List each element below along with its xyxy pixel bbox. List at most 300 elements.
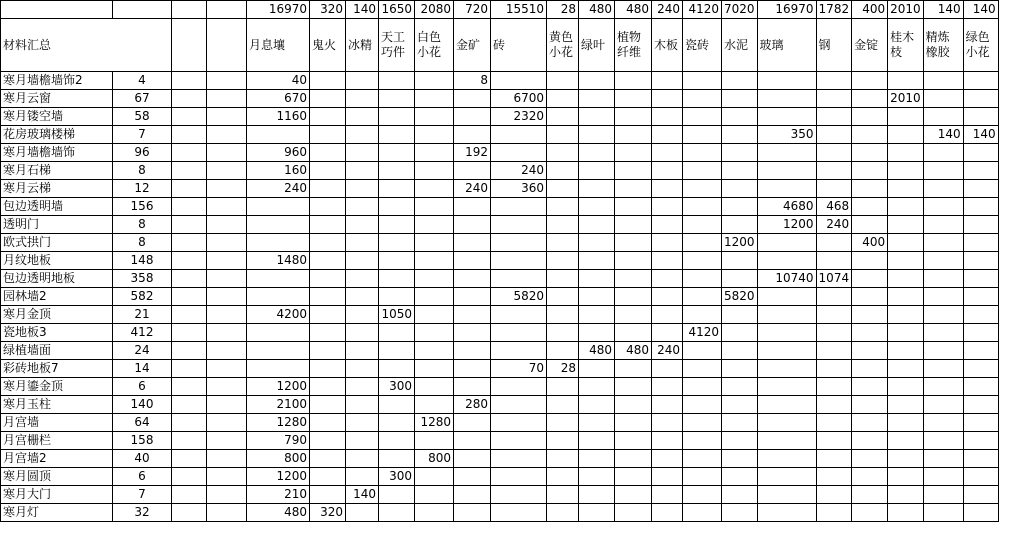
material-value-cell[interactable] xyxy=(923,468,963,486)
item-name-cell[interactable]: 园林墙2 xyxy=(1,288,113,306)
material-value-cell[interactable] xyxy=(852,72,888,90)
material-value-cell[interactable] xyxy=(346,360,379,378)
material-value-cell[interactable] xyxy=(923,90,963,108)
blank-cell[interactable] xyxy=(207,216,247,234)
material-value-cell[interactable] xyxy=(757,414,816,432)
item-name-cell[interactable]: 寒月金顶 xyxy=(1,306,113,324)
material-value-cell[interactable] xyxy=(491,432,547,450)
material-value-cell[interactable] xyxy=(963,108,998,126)
material-value-cell[interactable]: 5820 xyxy=(722,288,758,306)
material-value-cell[interactable] xyxy=(491,324,547,342)
material-value-cell[interactable] xyxy=(852,414,888,432)
material-value-cell[interactable] xyxy=(547,198,579,216)
material-value-cell[interactable] xyxy=(888,360,924,378)
material-value-cell[interactable] xyxy=(852,504,888,522)
material-value-cell[interactable] xyxy=(379,270,415,288)
material-value-cell[interactable] xyxy=(963,504,998,522)
material-value-cell[interactable] xyxy=(415,306,454,324)
material-value-cell[interactable] xyxy=(757,180,816,198)
material-header[interactable]: 月息壤 xyxy=(247,19,310,72)
material-value-cell[interactable]: 1200 xyxy=(757,216,816,234)
material-value-cell[interactable] xyxy=(852,144,888,162)
material-value-cell[interactable]: 1160 xyxy=(247,108,310,126)
material-value-cell[interactable] xyxy=(683,360,722,378)
material-value-cell[interactable] xyxy=(683,90,722,108)
material-value-cell[interactable] xyxy=(346,126,379,144)
material-value-cell[interactable] xyxy=(923,180,963,198)
material-value-cell[interactable] xyxy=(722,468,758,486)
material-value-cell[interactable] xyxy=(310,126,346,144)
item-count-cell[interactable]: 6 xyxy=(113,468,172,486)
material-value-cell[interactable] xyxy=(923,324,963,342)
material-value-cell[interactable] xyxy=(963,234,998,252)
material-value-cell[interactable] xyxy=(852,126,888,144)
item-count-cell[interactable]: 8 xyxy=(113,216,172,234)
material-value-cell[interactable] xyxy=(547,468,579,486)
material-value-cell[interactable] xyxy=(379,234,415,252)
material-value-cell[interactable] xyxy=(579,108,615,126)
material-value-cell[interactable] xyxy=(923,234,963,252)
material-header[interactable]: 鬼火 xyxy=(310,19,346,72)
material-value-cell[interactable] xyxy=(852,378,888,396)
material-value-cell[interactable] xyxy=(491,126,547,144)
material-value-cell[interactable] xyxy=(346,414,379,432)
material-value-cell[interactable] xyxy=(615,414,652,432)
total-cell[interactable]: 1782 xyxy=(816,1,852,19)
material-value-cell[interactable] xyxy=(722,270,758,288)
material-value-cell[interactable] xyxy=(816,306,852,324)
total-cell[interactable]: 4120 xyxy=(683,1,722,19)
material-value-cell[interactable] xyxy=(888,396,924,414)
blank-cell[interactable] xyxy=(207,90,247,108)
material-value-cell[interactable]: 800 xyxy=(247,450,310,468)
blank-cell[interactable] xyxy=(207,324,247,342)
item-count-cell[interactable]: 156 xyxy=(113,198,172,216)
material-value-cell[interactable] xyxy=(683,378,722,396)
material-value-cell[interactable] xyxy=(888,432,924,450)
material-value-cell[interactable] xyxy=(579,234,615,252)
material-value-cell[interactable] xyxy=(923,108,963,126)
total-cell[interactable]: 400 xyxy=(852,1,888,19)
material-value-cell[interactable] xyxy=(816,468,852,486)
material-value-cell[interactable] xyxy=(816,324,852,342)
material-value-cell[interactable] xyxy=(652,198,683,216)
blank-cell[interactable] xyxy=(172,288,207,306)
item-count-cell[interactable]: 582 xyxy=(113,288,172,306)
material-value-cell[interactable] xyxy=(247,288,310,306)
material-value-cell[interactable] xyxy=(722,396,758,414)
material-value-cell[interactable] xyxy=(310,252,346,270)
material-value-cell[interactable] xyxy=(757,396,816,414)
material-value-cell[interactable] xyxy=(310,270,346,288)
total-cell[interactable]: 7020 xyxy=(722,1,758,19)
item-name-cell[interactable]: 寒月圆顶 xyxy=(1,468,113,486)
material-value-cell[interactable] xyxy=(683,432,722,450)
material-value-cell[interactable] xyxy=(923,288,963,306)
material-header[interactable]: 水泥 xyxy=(722,19,758,72)
material-value-cell[interactable] xyxy=(683,342,722,360)
item-name-cell[interactable]: 花房玻璃楼梯 xyxy=(1,126,113,144)
material-value-cell[interactable] xyxy=(722,486,758,504)
material-value-cell[interactable] xyxy=(491,414,547,432)
material-value-cell[interactable] xyxy=(816,396,852,414)
total-cell[interactable]: 16970 xyxy=(757,1,816,19)
material-header[interactable]: 木板 xyxy=(652,19,683,72)
blank-cell[interactable] xyxy=(207,306,247,324)
material-header[interactable]: 白色 小花 xyxy=(415,19,454,72)
material-value-cell[interactable] xyxy=(757,108,816,126)
blank-cell[interactable] xyxy=(172,19,207,72)
material-value-cell[interactable] xyxy=(310,486,346,504)
material-value-cell[interactable] xyxy=(491,234,547,252)
blank-cell[interactable] xyxy=(172,306,207,324)
material-value-cell[interactable] xyxy=(379,90,415,108)
item-name-cell[interactable]: 月宫栅栏 xyxy=(1,432,113,450)
material-value-cell[interactable]: 1200 xyxy=(722,234,758,252)
material-value-cell[interactable] xyxy=(615,234,652,252)
blank-cell[interactable] xyxy=(172,378,207,396)
material-value-cell[interactable]: 240 xyxy=(652,342,683,360)
item-count-cell[interactable]: 4 xyxy=(113,72,172,90)
material-value-cell[interactable] xyxy=(652,252,683,270)
material-value-cell[interactable] xyxy=(615,270,652,288)
material-value-cell[interactable] xyxy=(652,90,683,108)
material-value-cell[interactable] xyxy=(722,144,758,162)
blank-cell[interactable] xyxy=(172,450,207,468)
item-name-cell[interactable]: 寒月大门 xyxy=(1,486,113,504)
material-value-cell[interactable] xyxy=(652,378,683,396)
blank-cell[interactable] xyxy=(207,108,247,126)
material-value-cell[interactable]: 8 xyxy=(454,72,491,90)
material-value-cell[interactable] xyxy=(615,180,652,198)
item-count-cell[interactable]: 12 xyxy=(113,180,172,198)
material-value-cell[interactable]: 240 xyxy=(454,180,491,198)
material-value-cell[interactable] xyxy=(415,342,454,360)
material-value-cell[interactable] xyxy=(454,450,491,468)
material-value-cell[interactable] xyxy=(722,126,758,144)
material-value-cell[interactable] xyxy=(757,504,816,522)
total-cell[interactable]: 720 xyxy=(454,1,491,19)
material-value-cell[interactable] xyxy=(963,198,998,216)
material-value-cell[interactable] xyxy=(547,126,579,144)
material-value-cell[interactable] xyxy=(963,468,998,486)
material-value-cell[interactable] xyxy=(652,468,683,486)
material-value-cell[interactable] xyxy=(757,324,816,342)
material-value-cell[interactable] xyxy=(346,270,379,288)
material-value-cell[interactable] xyxy=(652,216,683,234)
material-value-cell[interactable] xyxy=(615,108,652,126)
material-value-cell[interactable] xyxy=(757,486,816,504)
material-value-cell[interactable] xyxy=(310,378,346,396)
material-value-cell[interactable] xyxy=(310,414,346,432)
material-value-cell[interactable] xyxy=(816,144,852,162)
material-value-cell[interactable] xyxy=(757,288,816,306)
material-value-cell[interactable] xyxy=(310,468,346,486)
material-value-cell[interactable]: 480 xyxy=(247,504,310,522)
material-value-cell[interactable] xyxy=(415,360,454,378)
material-value-cell[interactable]: 6700 xyxy=(491,90,547,108)
material-value-cell[interactable] xyxy=(888,414,924,432)
material-value-cell[interactable] xyxy=(547,234,579,252)
material-value-cell[interactable] xyxy=(310,180,346,198)
material-value-cell[interactable] xyxy=(888,126,924,144)
item-name-cell[interactable]: 寒月云梯 xyxy=(1,180,113,198)
material-value-cell[interactable] xyxy=(310,450,346,468)
material-value-cell[interactable] xyxy=(310,108,346,126)
material-value-cell[interactable] xyxy=(683,234,722,252)
material-value-cell[interactable] xyxy=(615,252,652,270)
material-value-cell[interactable] xyxy=(310,360,346,378)
material-value-cell[interactable] xyxy=(888,306,924,324)
item-count-cell[interactable]: 7 xyxy=(113,126,172,144)
material-value-cell[interactable] xyxy=(615,144,652,162)
blank-cell[interactable] xyxy=(207,468,247,486)
material-value-cell[interactable] xyxy=(247,360,310,378)
material-value-cell[interactable] xyxy=(615,504,652,522)
material-value-cell[interactable]: 2100 xyxy=(247,396,310,414)
material-value-cell[interactable] xyxy=(310,288,346,306)
blank-cell[interactable] xyxy=(172,180,207,198)
material-value-cell[interactable] xyxy=(491,306,547,324)
total-cell[interactable]: 28 xyxy=(547,1,579,19)
material-value-cell[interactable] xyxy=(615,306,652,324)
material-value-cell[interactable] xyxy=(963,90,998,108)
material-value-cell[interactable]: 140 xyxy=(346,486,379,504)
material-value-cell[interactable] xyxy=(683,126,722,144)
material-value-cell[interactable]: 10740 xyxy=(757,270,816,288)
material-value-cell[interactable] xyxy=(923,144,963,162)
material-value-cell[interactable] xyxy=(379,252,415,270)
material-value-cell[interactable] xyxy=(346,108,379,126)
material-value-cell[interactable] xyxy=(415,486,454,504)
material-value-cell[interactable] xyxy=(652,360,683,378)
material-value-cell[interactable] xyxy=(888,216,924,234)
material-value-cell[interactable] xyxy=(346,216,379,234)
material-value-cell[interactable] xyxy=(722,90,758,108)
material-value-cell[interactable] xyxy=(579,486,615,504)
material-value-cell[interactable] xyxy=(615,72,652,90)
material-value-cell[interactable] xyxy=(379,450,415,468)
blank-cell[interactable] xyxy=(172,216,207,234)
blank-cell[interactable] xyxy=(172,504,207,522)
blank-cell[interactable] xyxy=(207,198,247,216)
material-value-cell[interactable] xyxy=(757,468,816,486)
material-value-cell[interactable] xyxy=(816,288,852,306)
material-value-cell[interactable] xyxy=(579,90,615,108)
material-value-cell[interactable] xyxy=(963,180,998,198)
item-count-cell[interactable]: 64 xyxy=(113,414,172,432)
material-value-cell[interactable] xyxy=(722,432,758,450)
material-value-cell[interactable] xyxy=(579,450,615,468)
blank-cell[interactable] xyxy=(207,252,247,270)
material-value-cell[interactable] xyxy=(652,162,683,180)
blank-cell[interactable] xyxy=(172,252,207,270)
blank-cell[interactable] xyxy=(172,198,207,216)
material-value-cell[interactable] xyxy=(757,90,816,108)
material-value-cell[interactable]: 1280 xyxy=(247,414,310,432)
material-value-cell[interactable] xyxy=(816,342,852,360)
material-value-cell[interactable] xyxy=(579,216,615,234)
material-value-cell[interactable] xyxy=(415,468,454,486)
material-value-cell[interactable] xyxy=(722,252,758,270)
material-value-cell[interactable] xyxy=(652,108,683,126)
material-value-cell[interactable] xyxy=(454,432,491,450)
material-value-cell[interactable] xyxy=(888,252,924,270)
material-value-cell[interactable] xyxy=(310,162,346,180)
material-value-cell[interactable] xyxy=(454,486,491,504)
material-value-cell[interactable] xyxy=(415,288,454,306)
material-value-cell[interactable] xyxy=(310,216,346,234)
material-value-cell[interactable]: 1050 xyxy=(379,306,415,324)
material-value-cell[interactable] xyxy=(615,288,652,306)
material-value-cell[interactable] xyxy=(454,198,491,216)
material-value-cell[interactable]: 1280 xyxy=(415,414,454,432)
material-header[interactable]: 桂木 枝 xyxy=(888,19,924,72)
material-value-cell[interactable] xyxy=(547,306,579,324)
material-value-cell[interactable] xyxy=(888,324,924,342)
material-value-cell[interactable] xyxy=(615,198,652,216)
item-name-cell[interactable]: 寒月灯 xyxy=(1,504,113,522)
blank-cell[interactable] xyxy=(207,450,247,468)
item-count-cell[interactable]: 32 xyxy=(113,504,172,522)
material-value-cell[interactable] xyxy=(683,162,722,180)
material-value-cell[interactable] xyxy=(579,414,615,432)
material-value-cell[interactable] xyxy=(454,504,491,522)
item-name-cell[interactable]: 欧式拱门 xyxy=(1,234,113,252)
material-header[interactable]: 绿色 小花 xyxy=(963,19,998,72)
material-value-cell[interactable] xyxy=(615,216,652,234)
material-value-cell[interactable]: 40 xyxy=(247,72,310,90)
total-cell[interactable]: 480 xyxy=(615,1,652,19)
material-value-cell[interactable]: 28 xyxy=(547,360,579,378)
material-value-cell[interactable] xyxy=(454,162,491,180)
item-count-cell[interactable]: 412 xyxy=(113,324,172,342)
material-value-cell[interactable] xyxy=(454,324,491,342)
blank-cell[interactable] xyxy=(207,234,247,252)
material-value-cell[interactable] xyxy=(963,288,998,306)
material-value-cell[interactable] xyxy=(652,234,683,252)
material-value-cell[interactable] xyxy=(379,504,415,522)
material-value-cell[interactable] xyxy=(888,162,924,180)
blank-cell[interactable] xyxy=(207,504,247,522)
blank-cell[interactable] xyxy=(207,342,247,360)
material-value-cell[interactable]: 4200 xyxy=(247,306,310,324)
material-value-cell[interactable] xyxy=(379,432,415,450)
material-value-cell[interactable] xyxy=(247,270,310,288)
material-value-cell[interactable]: 1200 xyxy=(247,468,310,486)
item-name-cell[interactable]: 寒月石梯 xyxy=(1,162,113,180)
material-value-cell[interactable]: 210 xyxy=(247,486,310,504)
material-value-cell[interactable] xyxy=(491,144,547,162)
material-value-cell[interactable] xyxy=(547,216,579,234)
material-value-cell[interactable] xyxy=(454,108,491,126)
item-name-cell[interactable]: 寒月鎏金顶 xyxy=(1,378,113,396)
material-value-cell[interactable]: 480 xyxy=(615,342,652,360)
total-cell[interactable]: 15510 xyxy=(491,1,547,19)
material-value-cell[interactable] xyxy=(888,486,924,504)
item-name-cell[interactable]: 瓷地板3 xyxy=(1,324,113,342)
material-value-cell[interactable] xyxy=(888,288,924,306)
material-value-cell[interactable]: 300 xyxy=(379,468,415,486)
material-value-cell[interactable] xyxy=(652,432,683,450)
material-value-cell[interactable]: 240 xyxy=(247,180,310,198)
blank-cell[interactable] xyxy=(207,396,247,414)
material-value-cell[interactable] xyxy=(310,198,346,216)
material-value-cell[interactable] xyxy=(310,234,346,252)
material-value-cell[interactable] xyxy=(379,288,415,306)
material-value-cell[interactable] xyxy=(310,324,346,342)
material-value-cell[interactable] xyxy=(346,198,379,216)
material-header[interactable]: 钢 xyxy=(816,19,852,72)
material-value-cell[interactable]: 70 xyxy=(491,360,547,378)
material-value-cell[interactable] xyxy=(454,126,491,144)
material-value-cell[interactable] xyxy=(415,270,454,288)
material-value-cell[interactable] xyxy=(547,90,579,108)
material-value-cell[interactable] xyxy=(310,144,346,162)
material-header[interactable]: 金矿 xyxy=(454,19,491,72)
material-value-cell[interactable] xyxy=(816,126,852,144)
material-value-cell[interactable] xyxy=(722,306,758,324)
material-value-cell[interactable] xyxy=(454,342,491,360)
material-value-cell[interactable] xyxy=(579,126,615,144)
material-value-cell[interactable] xyxy=(652,306,683,324)
material-value-cell[interactable] xyxy=(415,216,454,234)
material-value-cell[interactable]: 360 xyxy=(491,180,547,198)
material-value-cell[interactable]: 4680 xyxy=(757,198,816,216)
material-value-cell[interactable] xyxy=(757,234,816,252)
material-value-cell[interactable] xyxy=(454,216,491,234)
material-value-cell[interactable] xyxy=(579,504,615,522)
material-value-cell[interactable] xyxy=(852,108,888,126)
material-value-cell[interactable] xyxy=(683,216,722,234)
material-value-cell[interactable] xyxy=(683,72,722,90)
material-value-cell[interactable] xyxy=(852,342,888,360)
material-header[interactable]: 精炼 橡胶 xyxy=(923,19,963,72)
material-value-cell[interactable] xyxy=(683,288,722,306)
material-value-cell[interactable]: 1200 xyxy=(247,378,310,396)
item-name-cell[interactable]: 寒月镂空墙 xyxy=(1,108,113,126)
material-value-cell[interactable] xyxy=(757,144,816,162)
material-value-cell[interactable] xyxy=(310,90,346,108)
material-header[interactable]: 植物 纤维 xyxy=(615,19,652,72)
material-value-cell[interactable] xyxy=(963,306,998,324)
material-value-cell[interactable] xyxy=(615,126,652,144)
material-value-cell[interactable] xyxy=(547,396,579,414)
material-value-cell[interactable] xyxy=(547,450,579,468)
material-value-cell[interactable] xyxy=(852,486,888,504)
material-value-cell[interactable] xyxy=(722,504,758,522)
material-value-cell[interactable] xyxy=(722,450,758,468)
material-value-cell[interactable] xyxy=(346,432,379,450)
material-value-cell[interactable] xyxy=(816,486,852,504)
material-value-cell[interactable] xyxy=(310,342,346,360)
material-value-cell[interactable] xyxy=(415,198,454,216)
material-value-cell[interactable] xyxy=(888,198,924,216)
material-value-cell[interactable] xyxy=(888,72,924,90)
material-value-cell[interactable] xyxy=(454,378,491,396)
item-count-cell[interactable]: 8 xyxy=(113,162,172,180)
blank-cell[interactable] xyxy=(207,270,247,288)
material-value-cell[interactable] xyxy=(454,306,491,324)
material-header[interactable]: 绿叶 xyxy=(579,19,615,72)
material-value-cell[interactable] xyxy=(415,504,454,522)
material-value-cell[interactable] xyxy=(652,504,683,522)
material-value-cell[interactable] xyxy=(615,432,652,450)
material-value-cell[interactable] xyxy=(852,432,888,450)
material-value-cell[interactable]: 670 xyxy=(247,90,310,108)
material-value-cell[interactable]: 2320 xyxy=(491,108,547,126)
material-value-cell[interactable] xyxy=(547,180,579,198)
